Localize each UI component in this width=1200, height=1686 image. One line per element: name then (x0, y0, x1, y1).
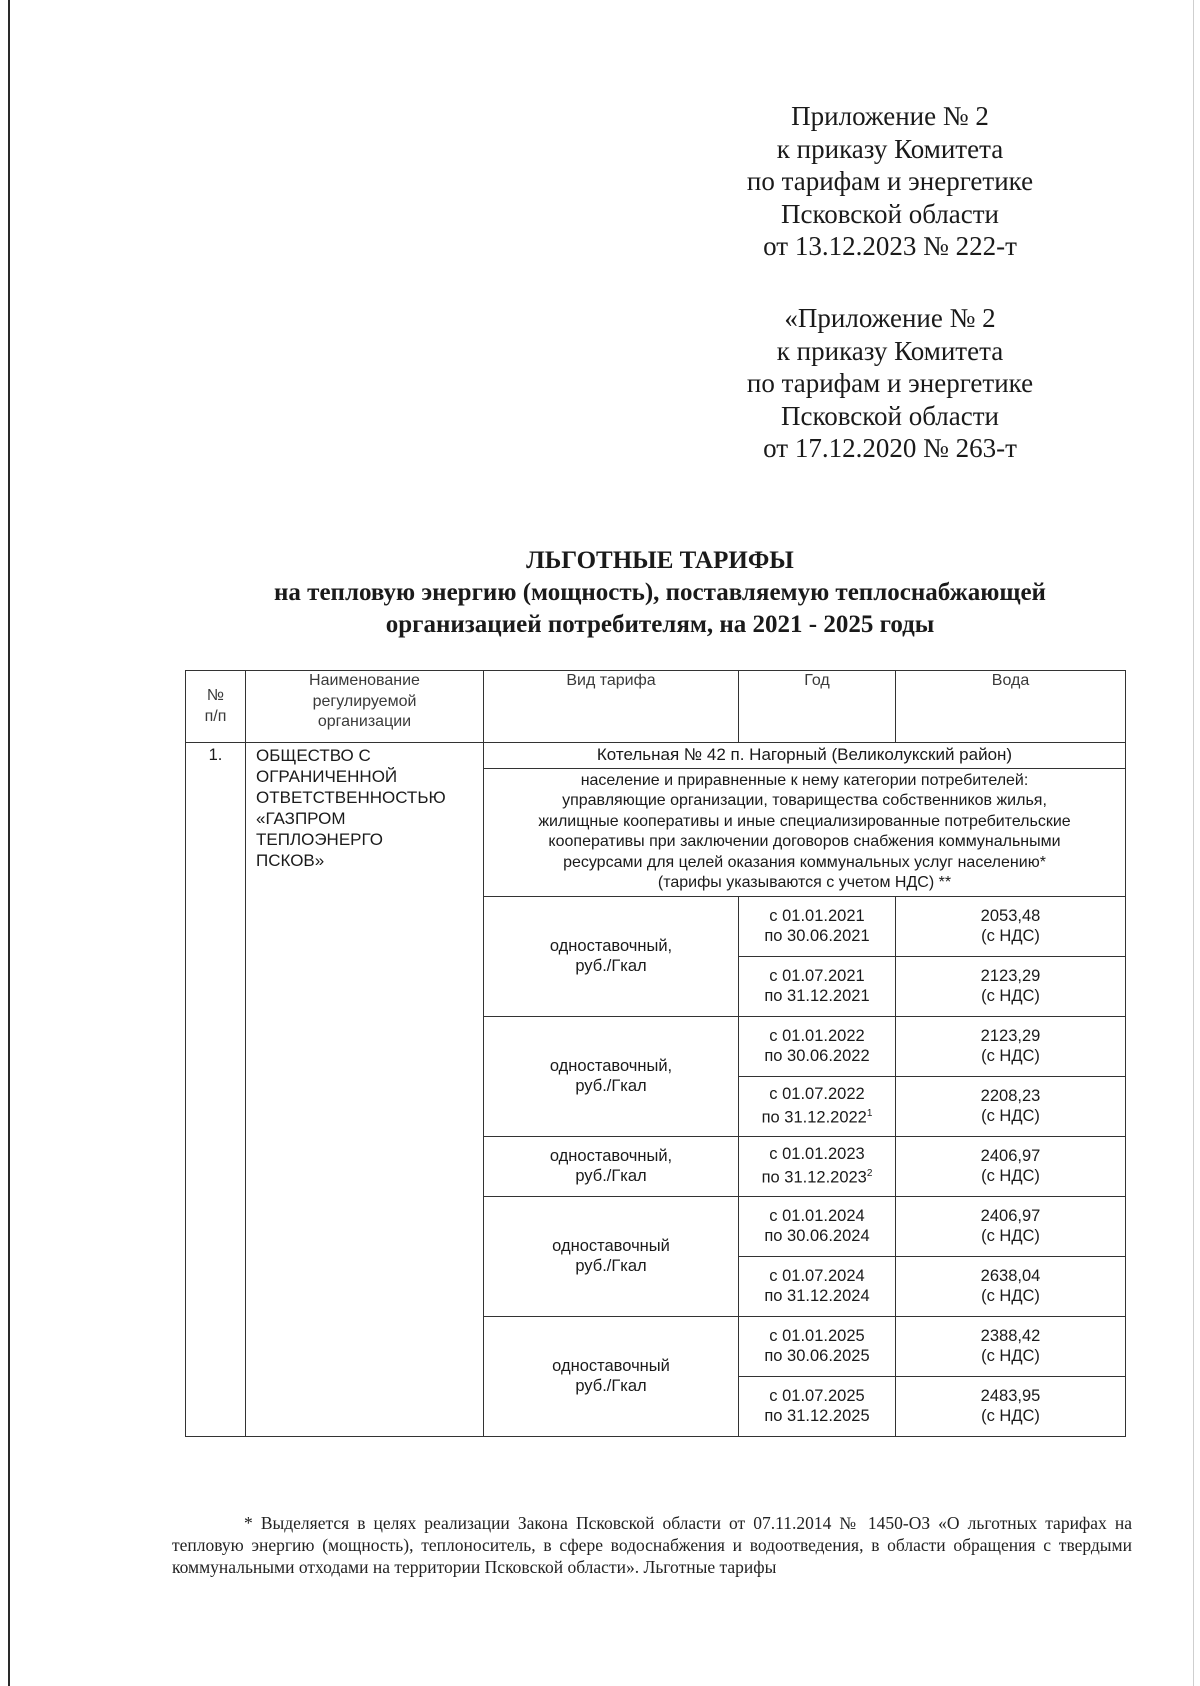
value-vat: (с НДС) (981, 1107, 1040, 1125)
appendix-current-line: к приказу Комитета (776, 133, 1004, 164)
consumer-line: население и приравненные к нему категории потребителей: (580, 771, 1029, 789)
org-line: ОГРАНИЧЕННОЙ (256, 767, 398, 786)
value-amount: 2123,29 (980, 966, 1041, 985)
value-amount: 2388,42 (980, 1326, 1041, 1345)
period (739, 1196, 896, 1256)
consumer-line: жилищные кооперативы и иные специализированные потребительские (538, 812, 1071, 830)
tariff-type-line: руб./Гкал (575, 1377, 647, 1395)
header-num-line: № (206, 687, 225, 704)
period-to: по 30.06.2021 (764, 927, 870, 945)
tariff-value (896, 896, 1126, 956)
header-type: Вид тарифа (484, 671, 739, 743)
value-vat: (с НДС) (981, 927, 1040, 945)
period-from: с 01.01.2025 (769, 1326, 865, 1345)
period-from: с 01.07.2021 (769, 966, 865, 985)
consumer-category (484, 768, 1126, 896)
appendix-current-line: по тарифам и энергетике (746, 166, 1034, 196)
tariff-type-line: руб./Гкал (575, 957, 647, 975)
value-amount: 2406,97 (980, 1146, 1041, 1165)
header-org-line: Наименование (309, 672, 420, 689)
header-water: Вода (896, 671, 1126, 743)
period-to: по 30.06.2025 (764, 1347, 870, 1365)
org-line: ПСКОВ» (256, 851, 325, 870)
tariff-type-line: руб./Гкал (575, 1167, 647, 1185)
period-to (743, 1104, 891, 1128)
tariff-type (484, 1196, 739, 1316)
appendix-current-line: Приложение № 2 (791, 101, 989, 131)
appendix-current-line: Псковской области (780, 198, 999, 229)
period (739, 1076, 896, 1136)
value-vat: (с НДС) (981, 1227, 1040, 1245)
tariff-type-line: руб./Гкал (575, 1077, 647, 1095)
header-num (186, 671, 246, 743)
tariff-value (896, 1136, 1126, 1196)
period-from: с 01.07.2024 (769, 1266, 865, 1285)
header-org-line: регулируемой (312, 692, 417, 710)
tariff-value (896, 1376, 1126, 1436)
period-from: с 01.01.2022 (769, 1026, 865, 1045)
period-from: с 01.01.2024 (769, 1206, 865, 1225)
tariff-type (484, 896, 739, 1016)
tariff-type-line: одноставочный, (549, 1146, 673, 1165)
period (739, 1256, 896, 1316)
consumer-line: кооперативы при заключении договоров снабжения коммунальными (548, 833, 1061, 850)
period (739, 896, 896, 956)
period-from: с 01.07.2025 (769, 1386, 865, 1405)
tariff-type (484, 1016, 739, 1136)
title-line: на тепловую энергию (мощность), поставляемую теплоснабжающей (274, 579, 1046, 606)
value-amount: 2483,95 (980, 1386, 1041, 1405)
table-row (186, 743, 1126, 769)
period (739, 1376, 896, 1436)
tariff-value (896, 1016, 1126, 1076)
value-vat: (с НДС) (981, 1407, 1040, 1425)
period (739, 1016, 896, 1076)
period-to-text: по 31.12.2022 (761, 1108, 867, 1127)
scan-edge-right (1193, 0, 1194, 1686)
tariff-type-line: руб./Гкал (575, 1257, 647, 1275)
period-from: с 01.01.2021 (769, 906, 865, 925)
org-line: ОТВЕТСТВЕННОСТЬЮ (256, 788, 446, 807)
organization-name (246, 743, 484, 1437)
appendix-prior-line: Псковской области (780, 400, 999, 431)
footnote-ref: 1 (866, 1108, 873, 1120)
appendix-prior-line: по тарифам и энергетике (746, 368, 1034, 398)
value-amount: 2406,97 (980, 1206, 1041, 1225)
tariff-type-line: одноставочный (552, 1236, 670, 1255)
table-header-row (186, 671, 1126, 743)
org-line: ТЕПЛОЭНЕРГО (256, 830, 383, 849)
appendix-prior-line: «Приложение № 2 (784, 303, 996, 333)
tariff-value (896, 1076, 1126, 1136)
appendix-prior (720, 302, 1060, 465)
tariff-type (484, 1316, 739, 1436)
consumer-line: ресурсами для целей оказания коммунальных услуг населению* (563, 853, 1046, 871)
tariff-type-line: одноставочный (552, 1356, 670, 1375)
appendix-prior-line: от 17.12.2020 № 263-т (763, 433, 1017, 463)
header-org (246, 671, 484, 743)
footnote-ref: 2 (866, 1168, 873, 1180)
tariff-value (896, 1196, 1126, 1256)
value-vat: (с НДС) (981, 1047, 1040, 1065)
value-amount: 2638,04 (980, 1266, 1041, 1285)
header-num-line: п/п (204, 707, 227, 725)
value-vat: (с НДС) (981, 1287, 1040, 1305)
title-line: организацией потребителям, на 2021 - 2025 годы (385, 611, 935, 638)
tariff-type (484, 1136, 739, 1196)
period (739, 1136, 896, 1196)
appendix-current (720, 100, 1060, 263)
period-to: по 31.12.2025 (764, 1407, 870, 1425)
value-amount: 2123,29 (980, 1026, 1041, 1045)
document-title (200, 545, 1120, 641)
tariff-value (896, 1256, 1126, 1316)
period (739, 1316, 896, 1376)
period-from: с 01.01.2023 (769, 1144, 865, 1163)
row-number: 1. (186, 743, 246, 1437)
scan-edge-left (8, 0, 10, 1686)
appendix-prior-line: к приказу Комитета (776, 335, 1004, 366)
footnote: * Выделяется в целях реализации Закона Псковской области от 07.11.2014 № 1450-ОЗ «О льготных тарифах на тепловую энергию (мощность), теплоноситель, в сфере водоснабжения и водоотведения, в области обращения с твердыми коммунальными отходами на территории Псковской области». Льготные тарифы (172, 1513, 1132, 1577)
consumer-line: (тарифы указываются с учетом НДС) ** (657, 874, 952, 891)
period-to: по 31.12.2024 (764, 1287, 870, 1305)
value-vat: (с НДС) (981, 1347, 1040, 1365)
period (739, 956, 896, 1016)
period-to-text: по 31.12.2023 (761, 1168, 867, 1187)
period-from: с 01.07.2022 (769, 1084, 865, 1103)
tariff-value (896, 956, 1126, 1016)
period-to: по 31.12.2021 (764, 987, 870, 1005)
appendix-current-line: от 13.12.2023 № 222-т (763, 231, 1017, 261)
header-org-line: организации (317, 713, 412, 730)
tariff-table (185, 670, 1126, 1437)
consumer-line: управляющие организации, товарищества собственников жилья, (562, 792, 1047, 809)
period-to: по 30.06.2022 (764, 1047, 870, 1065)
tariff-value (896, 1316, 1126, 1376)
tariff-type-line: одноставочный, (549, 1056, 673, 1075)
header-year: Год (739, 671, 896, 743)
value-vat: (с НДС) (981, 987, 1040, 1005)
value-amount: 2053,48 (980, 906, 1041, 925)
tariff-type-line: одноставочный, (549, 936, 673, 955)
period-to: по 30.06.2024 (764, 1227, 870, 1245)
org-line: «ГАЗПРОМ (256, 809, 346, 828)
period-to (743, 1164, 891, 1188)
title-line: ЛЬГОТНЫЕ ТАРИФЫ (526, 547, 794, 574)
org-line: ОБЩЕСТВО С (256, 746, 371, 765)
boiler-name: Котельная № 42 п. Нагорный (Великолукский район) (484, 743, 1126, 769)
value-vat: (с НДС) (981, 1167, 1040, 1185)
value-amount: 2208,23 (980, 1086, 1041, 1105)
